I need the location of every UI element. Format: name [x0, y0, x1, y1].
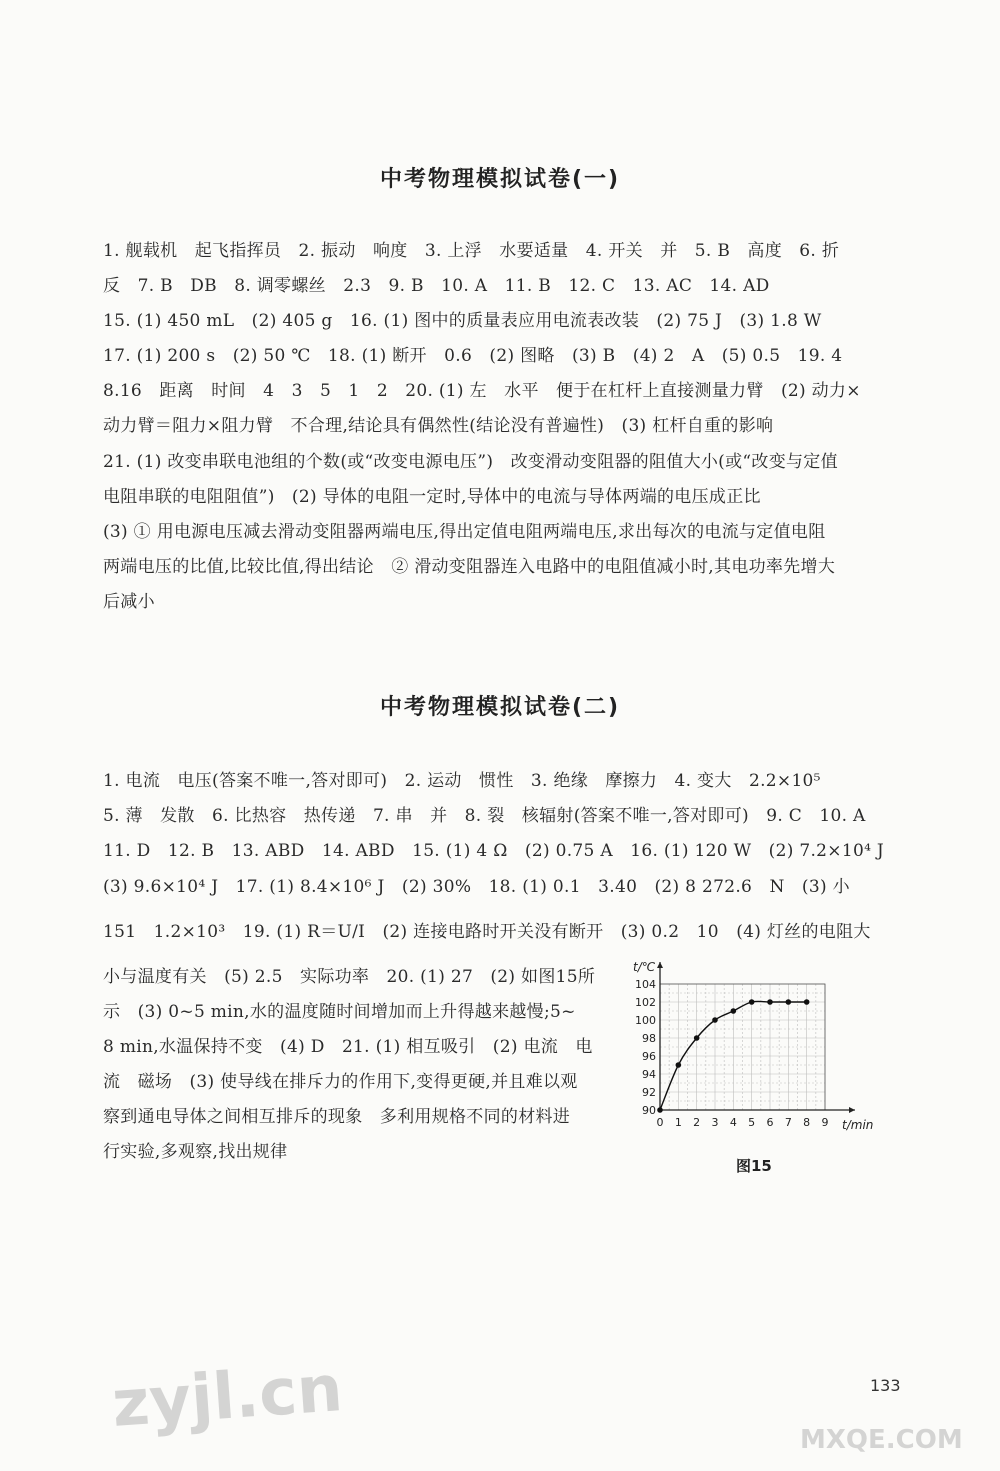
- answer-line: 示 (3) 0~5 min,水的温度随时间增加而上升得越来越慢;5~: [103, 1002, 576, 1022]
- y-tick-label: 104: [635, 978, 656, 991]
- answer-line: 小与温度有关 (5) 2.5 实际功率 20. (1) 27 (2) 如图15所: [103, 967, 596, 987]
- y-tick-label: 90: [642, 1104, 656, 1117]
- x-tick-label: 0: [656, 1116, 664, 1129]
- answer-line: 后减小: [103, 592, 155, 612]
- figure-caption: 图15: [736, 1157, 772, 1175]
- data-point: [749, 999, 755, 1005]
- x-axis-arrow: [849, 1107, 855, 1113]
- answer-line: 1. 舰载机 起飞指挥员 2. 振动 响度 3. 上浮 水要适量 4. 开关 并 5. B 高度 6. 折: [103, 241, 840, 261]
- x-tick-label: 5: [748, 1116, 756, 1129]
- x-tick-label: 1: [674, 1116, 682, 1129]
- watermark-left: zyjl.cn: [109, 1352, 345, 1442]
- x-tick-label: 2: [693, 1116, 701, 1129]
- data-point: [767, 999, 773, 1005]
- section1-title: 中考物理模拟试卷(一): [379, 167, 621, 192]
- data-point: [731, 1008, 737, 1014]
- x-tick-label: 6: [766, 1116, 774, 1129]
- y-tick-label: 98: [642, 1032, 656, 1045]
- page-number: 133: [870, 1376, 901, 1395]
- answer-line: 17. (1) 200 s (2) 50 ℃ 18. (1) 断开 0.6 (2) 图略 (3) B (4) 2 A (5) 0.5 19. 4: [103, 346, 843, 366]
- chart-grid: [660, 984, 825, 1110]
- x-axis-label: t/min: [842, 1118, 874, 1132]
- answer-line: (3) 9.6×10⁴ J 17. (1) 8.4×10⁶ J (2) 30% 18. (1) 0.1 3.40 (2) 8 272.6 N (3) 小: [103, 877, 850, 897]
- answer-line: 电阻串联的电阻阻值”) (2) 导体的电阻一定时,导体中的电流与导体两端的电压成正比: [103, 487, 761, 507]
- data-point: [712, 1017, 718, 1023]
- answer-line: 11. D 12. B 13. ABD 14. ABD 15. (1) 4 Ω (2) 0.75 A 16. (1) 120 W (2) 7.2×10⁴ J: [103, 841, 885, 861]
- answer-line: 流 磁场 (3) 使导线在排斥力的作用下,变得更硬,并且难以观: [103, 1072, 578, 1092]
- answer-line: 1. 电流 电压(答案不唯一,答对即可) 2. 运动 惯性 3. 绝缘 摩擦力 4. 变大 2.2×10⁵: [103, 771, 821, 791]
- data-point: [786, 999, 792, 1005]
- x-tick-label: 3: [711, 1116, 719, 1129]
- y-axis-arrow: [657, 962, 663, 968]
- answer-line: 15. (1) 450 mL (2) 405 g 16. (1) 图中的质量表应用电流表改装 (2) 75 J (3) 1.8 W: [103, 311, 822, 331]
- section2-title: 中考物理模拟试卷(二): [379, 695, 621, 720]
- x-tick-label: 9: [821, 1116, 829, 1129]
- data-point: [657, 1107, 663, 1113]
- watermark-right: MXQE.COM: [800, 1425, 963, 1455]
- answer-line: 动力臂＝阻力×阻力臂 不合理,结论具有偶然性(结论没有普遍性) (3) 杠杆自重的影响: [103, 416, 774, 436]
- answer-line: 5. 薄 发散 6. 比热容 热传递 7. 串 并 8. 裂 核辐射(答案不唯一,答对即可) 9. C 10. A: [103, 806, 866, 826]
- answer-line: 两端电压的比值,比较比值,得出结论 ② 滑动变阻器连入电路中的电阻值减小时,其电功率先增大: [103, 557, 836, 577]
- data-point: [676, 1062, 682, 1068]
- answer-line: 反 7. B DB 8. 调零螺丝 2.3 9. B 10. A 11. B 12. C 13. AC 14. AD: [103, 276, 770, 296]
- y-tick-label: 102: [635, 996, 656, 1009]
- x-tick-label: 4: [729, 1116, 737, 1129]
- answer-line: 151 1.2×10³ 19. (1) R＝U/I (2) 连接电路时开关没有断开 (3) 0.2 10 (4) 灯丝的电阻大: [103, 922, 871, 942]
- answer-line: (3) ① 用电源电压减去滑动变阻器两端电压,得出定值电阻两端电压,求出每次的电流与定值电阻: [103, 522, 826, 542]
- y-tick-label: 100: [635, 1014, 656, 1027]
- data-point: [694, 1035, 700, 1041]
- chart-ticks: [635, 978, 829, 1129]
- data-point: [804, 999, 810, 1005]
- answer-line: 察到通电导体之间相互排斥的现象 多利用规格不同的材料进: [103, 1107, 571, 1127]
- x-tick-label: 7: [784, 1116, 792, 1129]
- y-axis-label: t/℃: [633, 960, 656, 974]
- y-tick-label: 92: [642, 1086, 656, 1099]
- temperature-chart: [625, 955, 875, 1135]
- y-tick-label: 96: [642, 1050, 656, 1063]
- answer-line: 8 min,水温保持不变 (4) D 21. (1) 相互吸引 (2) 电流 电: [103, 1037, 593, 1057]
- answer-line: 行实验,多观察,找出规律: [103, 1142, 288, 1162]
- answer-line: 8.16 距离 时间 4 3 5 1 2 20. (1) 左 水平 便于在杠杆上直接测量力臂 (2) 动力×: [103, 381, 861, 401]
- y-tick-label: 94: [642, 1068, 656, 1081]
- answer-line: 21. (1) 改变串联电池组的个数(或“改变电源电压”) 改变滑动变阻器的阻值大小(或“改变与定值: [103, 452, 838, 472]
- x-tick-label: 8: [803, 1116, 811, 1129]
